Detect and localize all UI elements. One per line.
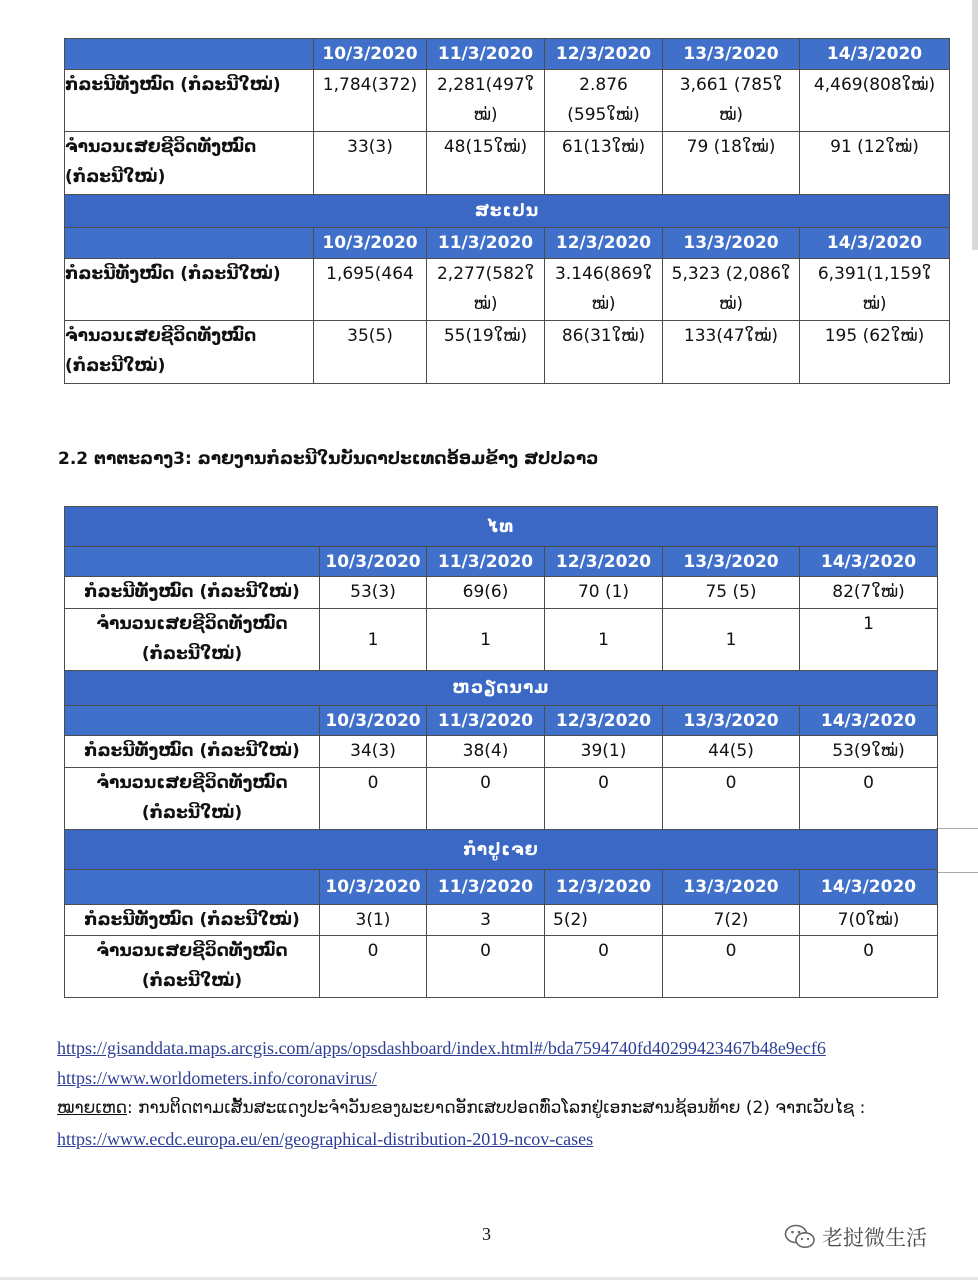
date-cell: 10/3/2020 — [320, 870, 427, 905]
cases-cell: 5(2) — [545, 905, 663, 936]
source-link-arcgis[interactable]: https://gisanddata.maps.arcgis.com/apps/opsdashboard/index.html#/bda7594740fd40299423467b48e9ecf6 — [57, 1038, 826, 1058]
cases-cell: 3 — [427, 905, 545, 936]
date-header-row — [65, 870, 938, 905]
country-row-thailand — [65, 507, 938, 547]
footnote-text: : ການຕິດຕາມເສັ້ນສະແດງປະຈຳວັນຂອງພະຍາດອັກເສບປອດທົ່ວໂລກຢູ່ເອກະສານຊ້ອນທ້າຍ (2) ຈາກເວັບໄຊ : — [127, 1098, 866, 1118]
deaths-cell: 1 — [663, 609, 800, 671]
cases-cell: 69(6) — [427, 577, 545, 609]
country-row-vietnam — [65, 671, 938, 706]
deaths-cell: 0 — [427, 936, 545, 998]
row-label-total-cases: ກໍລະນີທັງໝົດ (ກໍລະນີໃໝ່) — [65, 577, 320, 609]
page-number: 3 — [482, 1224, 491, 1244]
deaths-cell: 0 — [800, 936, 938, 998]
country-name: ກຳປູເຈຍ — [65, 830, 938, 870]
date-cell: 14/3/2020 — [800, 706, 938, 736]
deaths-cell: 0 — [427, 768, 545, 830]
watermark — [784, 1222, 927, 1252]
deaths-cell: 48(15ໃໝ່) — [427, 132, 545, 195]
cases-cell: 39(1) — [545, 736, 663, 768]
date-cell: 10/3/2020 — [320, 706, 427, 736]
date-cell: 13/3/2020 — [663, 39, 800, 70]
deaths-cell: 0 — [545, 936, 663, 998]
footnote — [57, 1098, 865, 1118]
date-cell: 11/3/2020 — [427, 706, 545, 736]
deaths-cell: 133(47ໃໝ່) — [663, 321, 800, 384]
cases-cell: 53(9ໃໝ່) — [800, 736, 938, 768]
row-label-total-cases: ກໍລະນີທັງໝົດ (ກໍລະນີໃໝ່) — [65, 905, 320, 936]
deaths-cell: 0 — [663, 936, 800, 998]
row-label-total-cases: ກໍລະນີທັງໝົດ (ກໍລະນີໃໝ່) — [65, 736, 320, 768]
deaths-row — [65, 321, 950, 384]
row-label-deaths: ຈຳນວນເສຍຊີວິດທັງໝົດ (ກໍລະນີໃໝ່) — [65, 321, 314, 384]
date-cell: 12/3/2020 — [545, 870, 663, 905]
deaths-cell: 33(3) — [314, 132, 427, 195]
deaths-row — [65, 132, 950, 195]
cases-cell: 2,281(497ໃ ໝ່) — [427, 70, 545, 132]
date-cell: 10/3/2020 — [320, 547, 427, 577]
date-cell: 12/3/2020 — [545, 39, 663, 70]
total-cases-row — [65, 577, 938, 609]
deaths-cell: 0 — [800, 768, 938, 830]
margin-line — [936, 828, 978, 829]
deaths-row — [65, 936, 938, 998]
date-header-row — [65, 706, 938, 736]
deaths-cell: 0 — [663, 768, 800, 830]
cases-cell: 7(0ໃໝ່) — [800, 905, 938, 936]
deaths-cell: 0 — [320, 768, 427, 830]
date-cell: 10/3/2020 — [314, 228, 427, 259]
date-cell: 14/3/2020 — [800, 870, 938, 905]
date-header-row — [65, 228, 950, 259]
cases-cell: 5,323 (2,086ໃ ໝ່) — [663, 259, 800, 321]
row-label-deaths: ຈຳນວນເສຍຊີວິດທັງໝົດ (ກໍລະນີໃໝ່) — [65, 936, 320, 998]
cases-cell: 3(1) — [320, 905, 427, 936]
cases-cell: 6,391(1,159ໃ ໝ່) — [800, 259, 950, 321]
section-heading: 2.2 ຕາຕະລາງ3: ລາຍງານກໍລະນີໃນບັນດາປະເທດອ້ອມຂ້າງ ສປປລາວ — [58, 449, 599, 469]
date-header-row — [65, 547, 938, 577]
date-cell: 13/3/2020 — [663, 547, 800, 577]
row-label-total-cases: ກໍລະນີທັງໝົດ (ກໍລະນີໃໝ່) — [65, 70, 314, 132]
country-name: ໄທ — [65, 507, 938, 547]
deaths-row — [65, 768, 938, 830]
deaths-cell: 79 (18ໃໝ່) — [663, 132, 800, 195]
total-cases-row — [65, 70, 950, 132]
date-cell: 13/3/2020 — [663, 870, 800, 905]
deaths-cell: 0 — [545, 768, 663, 830]
cases-cell: 53(3) — [320, 577, 427, 609]
cases-cell: 7(2) — [663, 905, 800, 936]
footnote-label: ໝາຍເຫດ — [57, 1098, 128, 1118]
country-name: ຫວຽດນາມ — [65, 671, 938, 706]
date-cell: 14/3/2020 — [800, 547, 938, 577]
total-cases-row — [65, 259, 950, 321]
total-cases-row — [65, 905, 938, 936]
cases-cell: 3,661 (785ໃ ໝ່) — [663, 70, 800, 132]
date-cell: 12/3/2020 — [545, 228, 663, 259]
source-link-worldometers[interactable]: https://www.worldometers.info/coronavirus/ — [57, 1068, 377, 1088]
cases-cell: 44(5) — [663, 736, 800, 768]
row-label-deaths: ຈຳນວນເສຍຊີວິດທັງໝົດ (ກໍລະນີໃໝ່) — [65, 768, 320, 830]
deaths-cell: 1 — [320, 609, 427, 671]
country-row-cambodia — [65, 830, 938, 870]
margin-line — [936, 872, 978, 873]
row-label-deaths: ຈຳນວນເສຍຊີວິດທັງໝົດ (ກໍລະນີໃໝ່) — [65, 609, 320, 671]
date-cell: 11/3/2020 — [427, 547, 545, 577]
source-link-ecdc[interactable]: https://www.ecdc.europa.eu/en/geographical-distribution-2019-ncov-cases — [57, 1129, 594, 1149]
watermark-text: 老挝微生活 — [822, 1226, 927, 1250]
cases-cell: 2,277(582ໃ ໝ່) — [427, 259, 545, 321]
date-cell: 12/3/2020 — [545, 547, 663, 577]
date-cell: 12/3/2020 — [545, 706, 663, 736]
deaths-row — [65, 609, 938, 671]
cases-cell: 38(4) — [427, 736, 545, 768]
deaths-cell: 55(19ໃໝ່) — [427, 321, 545, 384]
row-label-deaths: ຈຳນວນເສຍຊີວິດທັງໝົດ (ກໍລະນີໃໝ່) — [65, 132, 314, 195]
date-cell: 14/3/2020 — [800, 39, 950, 70]
date-header-row — [65, 39, 950, 70]
deaths-cell: 1 — [800, 609, 938, 671]
date-cell: 13/3/2020 — [663, 228, 800, 259]
deaths-cell: 91 (12ໃໝ່) — [800, 132, 950, 195]
cases-cell: 4,469(808ໃໝ່) — [800, 70, 950, 132]
page-edge-shadow — [972, 0, 978, 250]
date-cell: 11/3/2020 — [427, 39, 545, 70]
cases-cell: 82(7ໃໝ່) — [800, 577, 938, 609]
country-row-spain — [65, 195, 950, 228]
cases-cell: 75 (5) — [663, 577, 800, 609]
deaths-cell: 195 (62ໃໝ່) — [800, 321, 950, 384]
date-cell: 11/3/2020 — [427, 228, 545, 259]
cases-cell: 2.876 (595ໃໝ່) — [545, 70, 663, 132]
cases-cell: 70 (1) — [545, 577, 663, 609]
cases-cell: 3.146(869ໃ ໝ່) — [545, 259, 663, 321]
wechat-icon — [784, 1224, 816, 1250]
cases-cell: 34(3) — [320, 736, 427, 768]
deaths-cell: 0 — [320, 936, 427, 998]
deaths-cell: 35(5) — [314, 321, 427, 384]
deaths-cell: 61(13ໃໝ່) — [545, 132, 663, 195]
date-cell: 13/3/2020 — [663, 706, 800, 736]
date-cell: 10/3/2020 — [314, 39, 427, 70]
cases-cell: 1,695(464 — [314, 259, 427, 321]
date-cell: 14/3/2020 — [800, 228, 950, 259]
date-cell: 11/3/2020 — [427, 870, 545, 905]
row-label-total-cases: ກໍລະນີທັງໝົດ (ກໍລະນີໃໝ່) — [65, 259, 314, 321]
table-2 — [64, 506, 938, 998]
deaths-cell: 1 — [545, 609, 663, 671]
deaths-cell: 86(31ໃໝ່) — [545, 321, 663, 384]
country-name: ສະເປນ — [65, 195, 950, 228]
cases-cell: 1,784(372) — [314, 70, 427, 132]
table-1 — [64, 38, 950, 384]
deaths-cell: 1 — [427, 609, 545, 671]
total-cases-row — [65, 736, 938, 768]
